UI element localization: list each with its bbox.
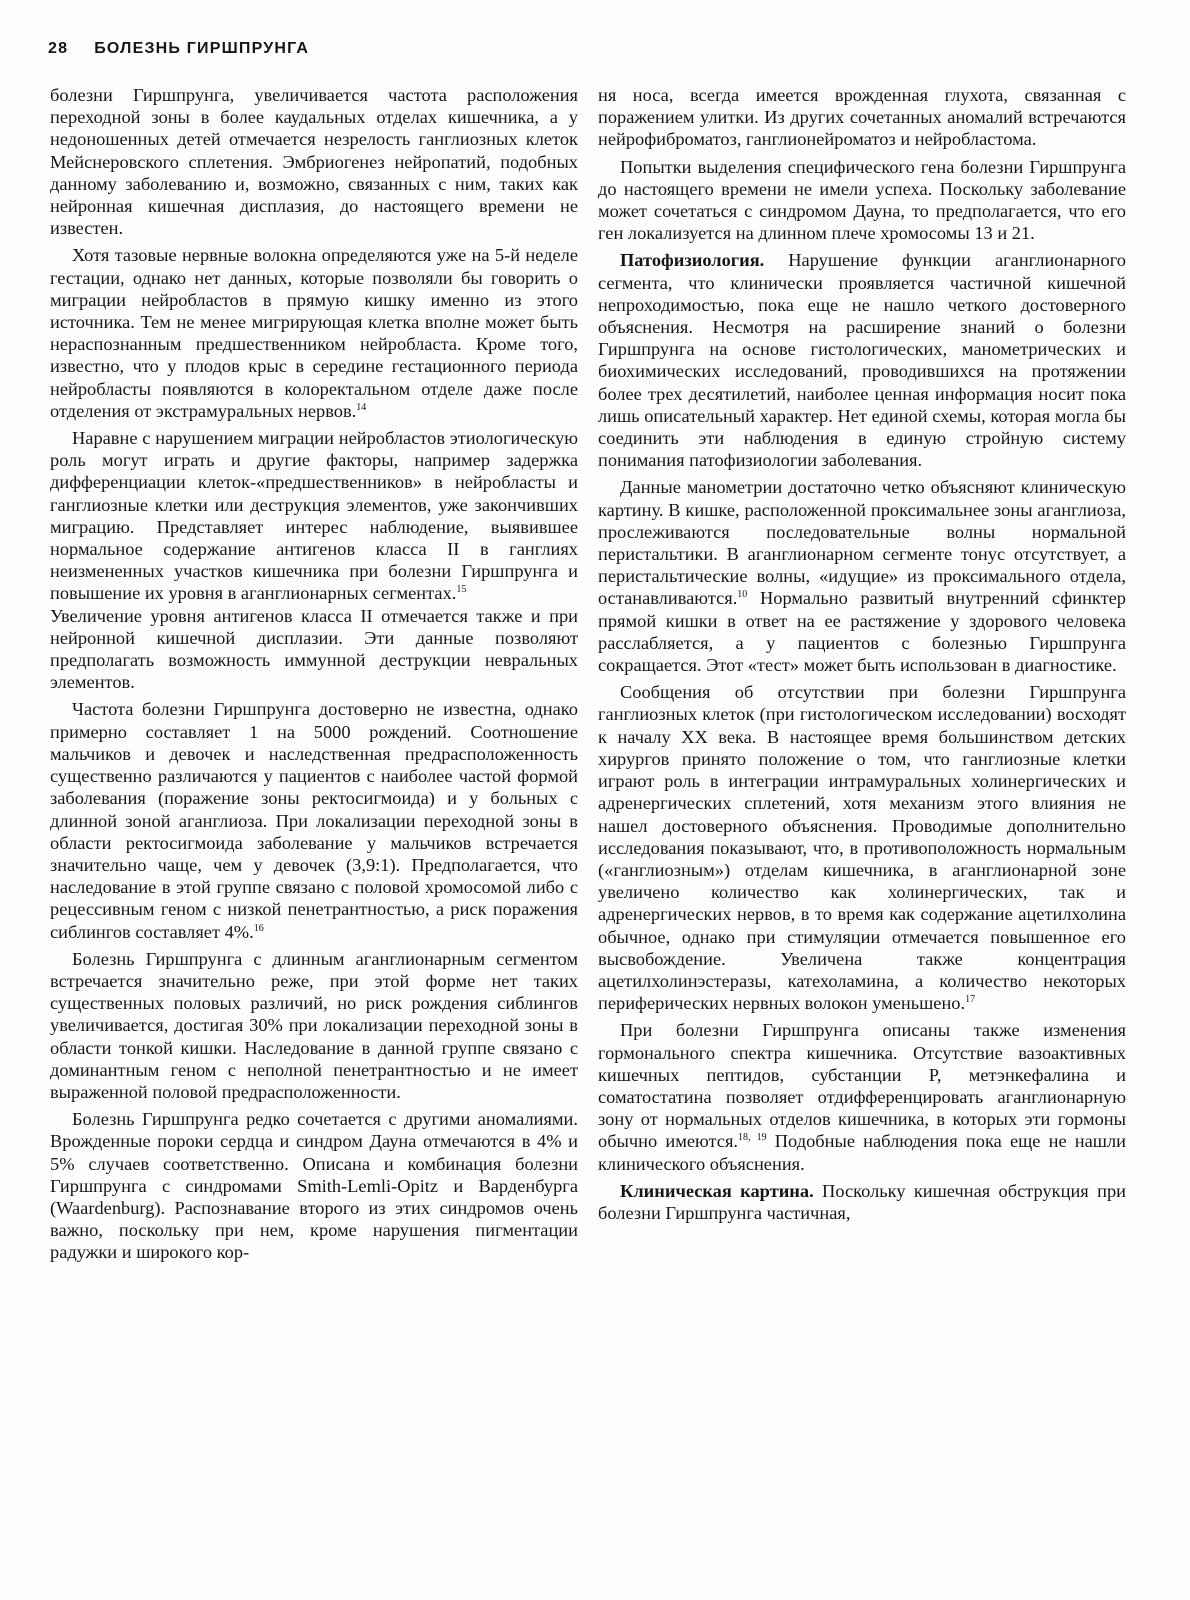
paragraph: ня носа, всегда имеется врожденная глухота, связанная с поражением улитки. Из других сочетанных аномалий встречаются нейрофиброматоз, ганглионейроматоз и нейробластома.: [598, 85, 1126, 150]
paragraph: [598, 249, 1126, 471]
paragraph: Попытки выделения специфического гена болезни Гиршпрунга до настоящего времени не имели успеха. Поскольку заболевание может сочетаться с синдромом Дауна, то предполагается, что его ген локализуется на длинном плече хромосомы 13 и 21.: [598, 156, 1126, 244]
page-number: 28: [48, 40, 69, 57]
right-column: [598, 84, 1126, 1229]
section-lead: Патофизиология.: [620, 250, 765, 271]
paragraph: [50, 698, 578, 942]
paragraph: Болезнь Гиршпрунга редко сочетается с другими аномалиями. Врожденные пороки сердца и синдром Дауна отмечаются в 4% и 5% случаев соответственно. Описана и комбинация болезни Гиршпрунга с синдромами Smith-Lemli-Opitz и Варденбурга (Waardenburg). Распознавание второго из этих синдромов очень важно, поскольку при нем, кроме нарушения пигментации радужки и широкого кор-: [50, 1109, 578, 1263]
paragraph: [50, 427, 578, 693]
footnote-ref: 16: [253, 922, 264, 934]
paragraph-text: Увеличение уровня антигенов класса II отмечается также и при нейронной кишечной дисплазии. Эти данные позволяют предполагать возможность иммунной деструкции невральных элементов.: [50, 605, 578, 693]
footnote-ref: 14: [356, 401, 367, 413]
paragraph: [50, 244, 578, 422]
chapter-title: БОЛЕЗНЬ ГИРШПРУНГА: [94, 40, 310, 57]
paragraph-text: Наравне с нарушением миграции нейробластов этиологическую роль могут играть и другие факторы, например задержка дифференциации клеток-«предшественников» в нейробласты и ганглиозные клетки или деструкция элементов, уже закончивших миграцию. Представляет интерес наблюдение, выявившее нормальное содержание антигенов класса II в ганглиях неизмененных участков кишечника при болезни Гиршпрунга и повышение их уровня в аганглионарных сегментах.: [50, 428, 578, 604]
running-head: [48, 40, 309, 58]
paragraph: [598, 476, 1126, 676]
paragraph-text: Данные манометрии достаточно четко объясняют клиническую картину. В кишке, расположенной проксимальнее зоны аганглиоза, прослеживаются последовательные волны нормальной перистальтики. В аганглионарном сегменте тонус отсутствует, а перистальтические волны, «идущие» из проксимального отдела, останавливаются.: [598, 477, 1126, 609]
paragraph-text: Нормально развитый внутренний сфинктер прямой кишки в ответ на ее растяжение у здорового человека расслабляется, а у пациентов с болезнью Гиршпрунга сокращается. Этот «тест» может быть использован в диагностике.: [598, 588, 1126, 676]
paragraph-text: Поскольку кишечная обструкция при болезни Гиршпрунга частичная,: [598, 1180, 1126, 1223]
paragraph: [598, 1019, 1126, 1174]
footnote-ref: 15: [456, 584, 467, 596]
section-lead: Клиническая картина.: [620, 1180, 814, 1201]
paragraph: Болезнь Гиршпрунга с длинным аганглионарным сегментом встречается значительно реже, при этой форме нет таких существенных половых различий, но риск рождения сиблингов увеличивается, достигая 30% при локализации переходной зоны в области тонкой кишки. Наследование в данной группе связано с доминантным геном с неполной пенетрантностью и не имеет выраженной половой предрасположенности.: [50, 948, 578, 1102]
paragraph: болезни Гиршпрунга, увеличивается частота расположения переходной зоны в более каудальных отделах кишечника, а у недоношенных детей отмечается незрелость ганглиозных клеток Мейснеровского сплетения. Эмбриогенез нейропатий, подобных данному заболеванию и, возможно, связанных с ним, таких как нейронная кишечная дисплазия, до настоящего времени не известен.: [50, 85, 578, 239]
footnote-ref: 10: [737, 589, 748, 601]
paragraph: [598, 1180, 1126, 1224]
paragraph-text: Хотя тазовые нервные волокна определяются уже на 5-й неделе гестации, однако нет данных, которые позволяли бы говорить о миграции нейробластов в прямую кишку именно из этого источника. Тем не менее мигрирующая клетка вполне может быть нераспознанным предшественником нейробласта. Кроме того, известно, что у плодов крыс в середине гестационного периода нейробласты появляются в колоректальном отделе даже после отделения от экстрамуральных нервов.: [50, 245, 578, 421]
footnote-ref: 17: [965, 994, 976, 1006]
paragraph-text: Подобные наблюдения пока еще не нашли клинического объяснения.: [598, 1131, 1126, 1174]
paragraph: [598, 681, 1126, 1014]
footnote-ref: 18, 19: [738, 1132, 767, 1144]
left-column: [50, 84, 578, 1269]
paragraph-text: При болезни Гиршпрунга описаны также изменения гормонального спектра кишечника. Отсутствие вазоактивных кишечных пептидов, субстанции P, метэнкефалина и соматостатина позволяет отдифференцировать аганглионарную зону от нормальных отделов кишечника, в которых эти гормоны обычно имеются.: [598, 1020, 1126, 1152]
paragraph-text: Частота болезни Гиршпрунга достоверно не известна, однако примерно составляет 1 на 5000 рождений. Соотношение мальчиков и девочек и наследственная предрасположенность существенно различаются у пациентов с наиболее частой формой заболевания (поражение зоны ректосигмоида) и у больных с длинной зоной аганглиоза. При локализации переходной зоны в области ректосигмоида заболевание у мальчиков встречается значительно чаще, чем у девочек (3,9:1). Предполагается, что наследование в этой группе связано с половой хромосомой либо с рецессивным геном с низкой пенетрантностью, а риск поражения сиблингов составляет 4%.: [50, 699, 578, 942]
paragraph-text: Нарушение функции аганглионарного сегмента, что клинически проявляется частичной кишечной непроходимостью, пока еще не нашло четкого достоверного объяснения. Несмотря на расширение знаний о болезни Гиршпрунга на основе гистологических, манометрических и биохимических исследований, проводившихся на протяжении более трех десятилетий, наиболее ценная информация носит пока лишь описательный характер. Нет единой схемы, которая могла бы соединить эти наблюдения в единую стройную систему понимания патофизиологии заболевания.: [598, 250, 1126, 471]
paragraph-text: Сообщения об отсутствии при болезни Гиршпрунга ганглиозных клеток (при гистологическом исследовании) восходят к началу XX века. В настоящее время большинством детских хирургов принято положение о том, что ганглиозные клетки играют роль в интеграции интрамуральных холинергических и адренергических сплетений, хотя механизм этого влияния не нашел достоверного объяснения. Проводимые дополнительно исследования показывают, что, в противоположность нормальным («ганглиозным») отделам кишечника, в аганглионарной зоне увеличено количество как холинергических, так и адренергических нервов, в то время как содержание ацетилхолина обычное, однако при стимуляции отмечается повышенное его высвобождение. Увеличена также концентрация ацетилхолинэстеразы, катехоламина, а количество некоторых периферических нервных волокон уменьшено.: [598, 682, 1126, 1014]
